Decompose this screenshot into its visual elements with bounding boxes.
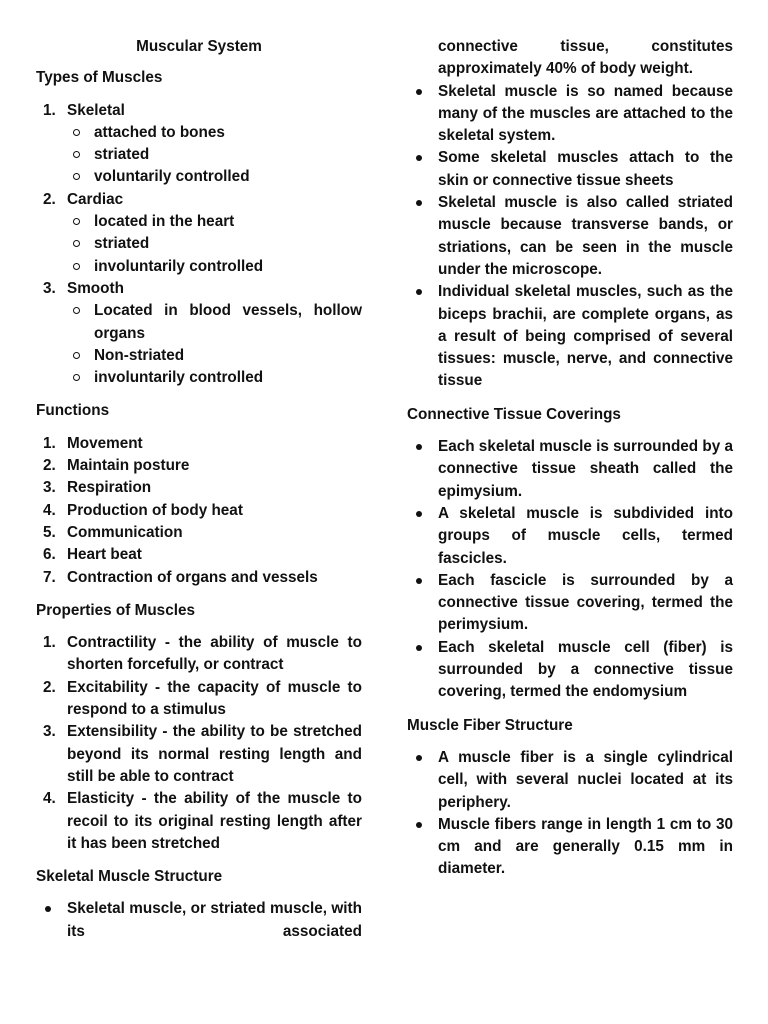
list-number: 2. [43,190,56,208]
document-title: Muscular System [136,38,262,55]
circle-bullet-icon [73,173,80,180]
sublist-item: involuntarily controlled [67,367,362,389]
sublist-item: voluntarily controlled [67,166,362,188]
bullet-icon [45,906,51,912]
bullet-item: Each fascicle is surrounded by a connective tissue covering, termed the perimysium. [407,570,733,637]
type-item-cardiac [36,189,362,278]
type-sublist [67,300,362,389]
function-item: 3. Respiration [36,477,362,499]
types-heading: Types of Muscles [36,69,163,87]
type-item-skeletal [36,100,362,189]
list-number: 2. [43,457,56,475]
left-column [36,36,362,954]
function-item: 4. Production of body heat [36,500,362,522]
bullet-icon [416,289,422,295]
list-number: 7. [43,568,56,586]
circle-bullet-icon [73,129,80,136]
type-sublist [67,211,362,278]
type-label: Smooth [67,279,124,297]
circle-bullet-icon [73,352,80,359]
bullet-item: Some skeletal muscles attach to the skin or connective tissue sheets [407,147,733,192]
circle-bullet-icon [73,151,80,158]
sublist-item: involuntarily controlled [67,256,362,278]
bullet-icon [416,155,422,161]
function-item: 1. Movement [36,433,362,455]
circle-bullet-icon [73,374,80,381]
sublist-item: Non-striated [67,345,362,367]
property-item: 4. Elasticity - the ability of the muscle to recoil to its original resting length after it has been stretched [43,790,362,852]
functions-heading: Functions [36,402,110,420]
coverings-heading: Connective Tissue Coverings [407,405,621,423]
list-number: 2. [43,678,56,696]
skeletal-first-bullet-list [36,898,362,943]
function-item: 2. Maintain posture [36,455,362,477]
function-item: 5. Communication [36,522,362,544]
bullet-item: Muscle fibers range in length 1 cm to 30 cm and are generally 0.15 mm in diameter. [407,814,733,881]
fiber-structure-heading: Muscle Fiber Structure [407,716,573,734]
type-label: Skeletal [67,101,125,119]
list-number: 3. [43,723,56,741]
type-item-smooth [36,278,362,389]
sublist-item: striated [67,233,362,255]
right-column [407,36,733,892]
list-number: 1. [43,434,56,452]
properties-heading: Properties of Muscles [36,601,195,619]
bullet-icon [416,645,422,651]
bullet-icon [416,200,422,206]
list-number: 4. [43,790,56,808]
coverings-bullet-list [407,436,733,704]
bullet-icon [416,822,422,828]
property-item: 2. Excitability - the capacity of muscle to respond to a stimulus [43,678,362,719]
bullet-item: Each skeletal muscle is surrounded by a connective tissue sheath called the epimysium. [407,436,733,503]
function-item: 6. Heart beat [36,544,362,566]
list-number: 6. [43,546,56,564]
list-number: 3. [43,479,56,497]
list-number: 1. [43,634,56,652]
bullet-item: Individual skeletal muscles, such as the biceps brachii, are complete organs, as a result of being comprised of several tissues: muscle, nerve, and connective tissue [407,281,733,392]
circle-bullet-icon [73,263,80,270]
sublist-item: attached to bones [67,122,362,144]
circle-bullet-icon [73,240,80,247]
skeletal-bullet-list [407,81,733,393]
function-item: 7. Contraction of organs and vessels [36,567,362,589]
property-item: 3. Extensibility - the ability to be stretched beyond its normal resting length and still be able to contract [43,723,362,785]
skeletal-structure-heading: Skeletal Muscle Structure [36,868,223,886]
sublist-item: Located in blood vessels, hollow organs [67,300,362,345]
sublist-item: located in the heart [67,211,362,233]
type-label: Cardiac [67,190,124,208]
sublist-item: striated [67,144,362,166]
bullet-icon [416,89,422,95]
bullet-icon [416,511,422,517]
bullet-icon [416,755,422,761]
types-list [36,100,362,390]
bullet-item: A skeletal muscle is subdivided into groups of muscle cells, termed fascicles. [407,503,733,570]
bullet-item: Skeletal muscle, or striated muscle, with its associated [36,898,362,943]
fiber-bullet-list [407,747,733,881]
circle-bullet-icon [73,218,80,225]
bullet-item: A muscle fiber is a single cylindrical cell, with several nuclei located at its periphery. [407,747,733,814]
bullet-item: Skeletal muscle is also called striated muscle because transverse bands, or striations, can be seen in the muscle under the microscope. [407,192,733,281]
bullet-icon [416,578,422,584]
properties-list [36,632,362,855]
circle-bullet-icon [73,307,80,314]
bullet-continuation: connective tissue, constitutes approximately 40% of body weight. [438,38,733,78]
type-sublist [67,122,362,189]
functions-list [36,433,362,589]
bullet-icon [416,444,422,450]
list-number: 5. [43,523,56,541]
list-number: 4. [43,501,56,519]
property-item: 1. Contractility - the ability of muscle to shorten forcefully, or contract [43,634,362,674]
bullet-item: Each skeletal muscle cell (fiber) is surrounded by a connective tissue covering, termed the endomysium [407,637,733,704]
list-number: 1. [43,101,56,119]
list-number: 3. [43,279,56,297]
bullet-item: Skeletal muscle is so named because many of the muscles are attached to the skeletal system. [407,81,733,148]
